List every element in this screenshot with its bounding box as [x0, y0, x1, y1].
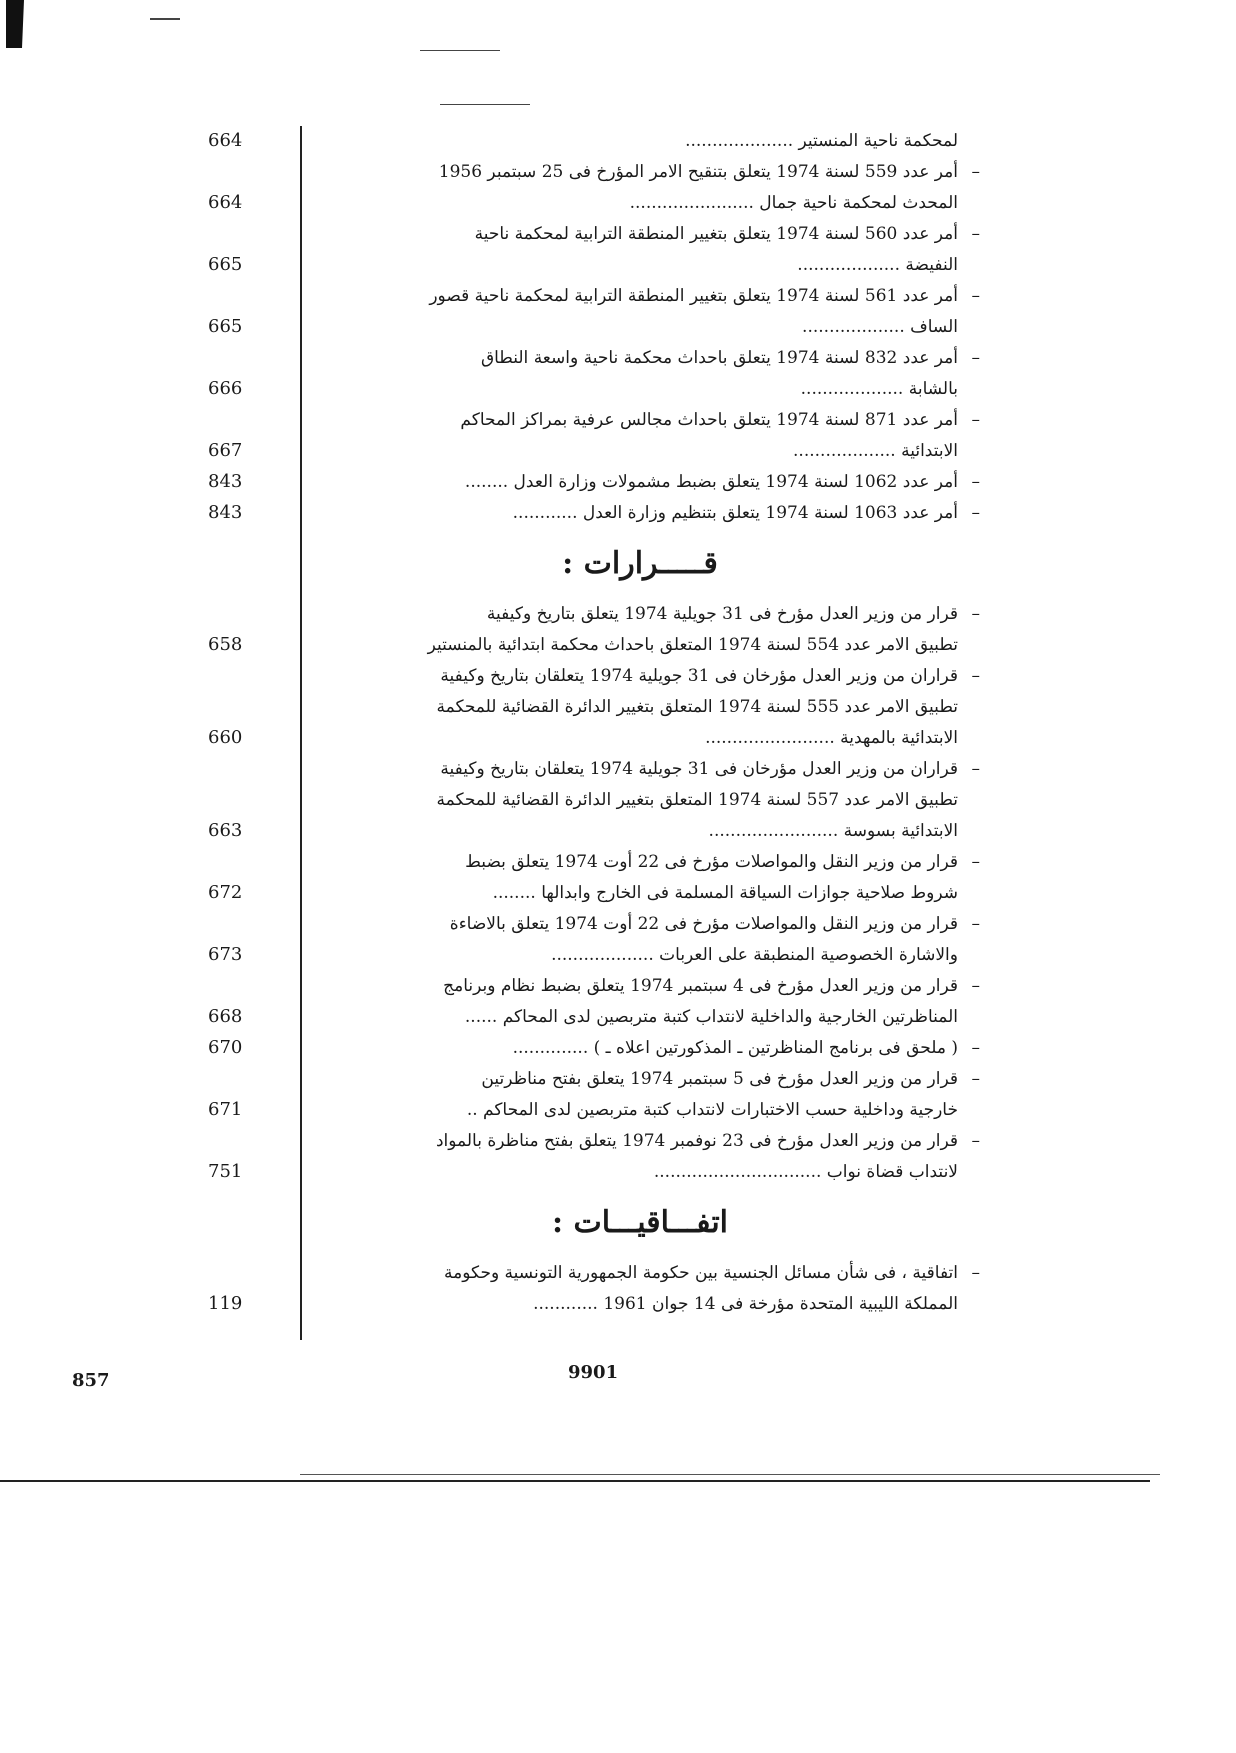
scan-speck — [440, 104, 530, 105]
bullet-dash: – — [971, 852, 980, 872]
bullet-dash: – — [971, 1263, 980, 1283]
bullet-dash: – — [971, 162, 980, 182]
toc-entry-line: أمر عدد 559 لسنة 1974 يتعلق بتنقيح الامر المؤرخ فى 25 سبتمبر 1956 – — [300, 157, 980, 188]
top-entries — [300, 126, 980, 529]
entry-page-number: 665 — [208, 254, 243, 275]
toc-entry-line: تطبيق الامر عدد 557 لسنة 1974 المتعلق بتغيير الدائرة القضائية للمحكمة — [436, 790, 958, 810]
entry-page-number: 664 — [208, 192, 243, 213]
entry-page-number: 663 — [208, 820, 243, 841]
toc-entry — [300, 467, 980, 498]
toc-entry — [300, 754, 980, 847]
toc-entry — [300, 661, 980, 754]
bullet-dash: – — [971, 1131, 980, 1151]
toc-entry-line: المناظرتين الخارجية والداخلية لانتداب كتبة متربصين لدى المحاكم ...... — [464, 1007, 958, 1027]
bullet-dash: – — [971, 472, 980, 492]
page-number: 857 — [72, 1370, 110, 1391]
toc-entry-line: قرار من وزير النقل والمواصلات مؤرخ فى 22 أوت 1974 يتعلق بالاضاءة – — [300, 909, 980, 940]
toc-entry-line: أمر عدد 1063 لسنة 1974 يتعلق بتنظيم وزارة العدل ............ – — [300, 498, 980, 529]
toc-entry-line: أمر عدد 871 لسنة 1974 يتعلق باحداث مجالس عرفية بمراكز المحاكم – — [300, 405, 980, 436]
toc-entry-line: قرار من وزير العدل مؤرخ فى 5 سبتمبر 1974 يتعلق بفتح مناظرتين – — [300, 1064, 980, 1095]
bullet-dash: – — [971, 666, 980, 686]
table-of-contents — [300, 126, 980, 1320]
entry-page-number: 751 — [208, 1161, 243, 1182]
scan-speck — [150, 18, 180, 20]
bullet-dash: – — [971, 604, 980, 624]
toc-entry-line: تطبيق الامر عدد 554 لسنة 1974 المتعلق باحداث محكمة ابتدائية بالمنستير — [427, 635, 958, 655]
entry-page-number: 664 — [208, 130, 243, 151]
toc-entry-line: المحدث لمحكمة ناحية جمال ....................... — [629, 193, 958, 213]
toc-entry-line: والاشارة الخصوصية المنطبقة على العربات ................... — [551, 945, 958, 965]
entry-page-number: 119 — [208, 1293, 243, 1314]
toc-entry — [300, 405, 980, 467]
toc-entry-line: الابتدائية ................... — [793, 441, 958, 461]
bullet-dash: – — [971, 1069, 980, 1089]
toc-entry-line: قرار من وزير النقل والمواصلات مؤرخ فى 22 أوت 1974 يتعلق بضبط – — [300, 847, 980, 878]
toc-entry-line: الابتدائية بالمهدية ........................ — [705, 728, 958, 748]
footer-rule — [0, 1480, 1150, 1482]
toc-entry-line: النفيضة ................... — [797, 255, 958, 275]
bullet-dash: – — [971, 503, 980, 523]
toc-entry — [300, 599, 980, 661]
toc-entry-line: لانتداب قضاة نواب ............................... — [653, 1162, 958, 1182]
entry-page-number: 673 — [208, 944, 243, 965]
bullet-dash: – — [971, 1038, 980, 1058]
toc-entry-line: قرار من وزير العدل مؤرخ فى 31 جويلية 1974 يتعلق بتاريخ وكيفية – — [300, 599, 980, 630]
toc-entry — [300, 343, 980, 405]
agreements-heading: اتفـــاقيـــات : — [551, 1205, 729, 1240]
scan-speck — [420, 50, 500, 51]
toc-entry-line: أمر عدد 561 لسنة 1974 يتعلق بتغيير المنطقة الترابية لمحكمة ناحية قصور – — [300, 281, 980, 312]
entry-page-number: 843 — [208, 471, 243, 492]
toc-entry — [300, 1064, 980, 1126]
entry-page-number: 670 — [208, 1037, 243, 1058]
entry-page-number: 660 — [208, 727, 243, 748]
toc-entry — [300, 219, 980, 281]
entry-page-number: 665 — [208, 316, 243, 337]
entry-page-number: 672 — [208, 882, 243, 903]
toc-entry-line: أمر عدد 832 لسنة 1974 يتعلق باحداث محكمة ناحية واسعة النطاق – — [300, 343, 980, 374]
toc-entry — [300, 1033, 980, 1064]
entry-page-number: 667 — [208, 440, 243, 461]
toc-entry-line: أمر عدد 560 لسنة 1974 يتعلق بتغيير المنطقة الترابية لمحكمة ناحية – — [300, 219, 980, 250]
toc-entry-line: لمحكمة ناحية المنستير .................... — [685, 131, 958, 151]
bullet-dash: – — [971, 286, 980, 306]
toc-entry-line: اتفاقية ، فى شأن مسائل الجنسية بين حكومة الجمهورية التونسية وحكومة – — [300, 1258, 980, 1289]
toc-entry — [300, 157, 980, 219]
toc-entry — [300, 847, 980, 909]
decisions-heading: قـــــرارات : — [562, 546, 718, 581]
decisions-list — [300, 599, 980, 1188]
toc-entry-line: الابتدائية بسوسة ........................ — [708, 821, 958, 841]
toc-entry — [300, 126, 980, 157]
toc-entry-line: قرار من وزير العدل مؤرخ فى 23 نوفمبر 1974 يتعلق بفتح مناظرة بالمواد – — [300, 1126, 980, 1157]
entry-page-number: 668 — [208, 1006, 243, 1027]
entry-page-number: 671 — [208, 1099, 243, 1120]
toc-entry-line: خارجية وداخلية حسب الاختبارات لانتداب كتبة متربصين لدى المحاكم .. — [466, 1100, 958, 1120]
entry-page-number: 843 — [208, 502, 243, 523]
toc-entry — [300, 971, 980, 1033]
toc-entry — [300, 498, 980, 529]
toc-entry-line: قرار من وزير العدل مؤرخ فى 4 سبتمبر 1974 يتعلق بضبط نظام وبرنامج – — [300, 971, 980, 1002]
toc-entry-line: أمر عدد 1062 لسنة 1974 يتعلق بضبط مشمولات وزارة العدل ........ – — [300, 467, 980, 498]
bullet-dash: – — [971, 759, 980, 779]
toc-entry-line: تطبيق الامر عدد 555 لسنة 1974 المتعلق بتغيير الدائرة القضائية للمحكمة — [436, 697, 958, 717]
bullet-dash: – — [971, 914, 980, 934]
bullet-dash: – — [971, 224, 980, 244]
page-stamp: 9901 — [568, 1362, 619, 1383]
toc-entry-line: بالشابة ................... — [800, 379, 958, 399]
agreements-list — [300, 1258, 980, 1320]
toc-entry-line: شروط صلاحية جوازات السياقة المسلمة فى الخارج وابدالها ........ — [492, 883, 958, 903]
toc-entry-line: قراران من وزير العدل مؤرخان فى 31 جويلية 1974 يتعلقان بتاريخ وكيفية – — [300, 754, 980, 785]
footer-rule-short — [300, 1474, 1160, 1475]
entry-page-number: 658 — [208, 634, 243, 655]
toc-entry — [300, 1126, 980, 1188]
toc-entry-line: المملكة الليبية المتحدة مؤرخة فى 14 جوان 1961 ............ — [533, 1294, 958, 1314]
bullet-dash: – — [971, 976, 980, 996]
bullet-dash: – — [971, 410, 980, 430]
entry-page-number: 666 — [208, 378, 243, 399]
toc-entry-line: قراران من وزير العدل مؤرخان فى 31 جويلية 1974 يتعلقان بتاريخ وكيفية – — [300, 661, 980, 692]
toc-entry — [300, 909, 980, 971]
corner-mark — [6, 0, 24, 48]
toc-entry — [300, 1258, 980, 1320]
toc-entry-line: الساف ................... — [802, 317, 958, 337]
toc-entry-line: ( ملحق فى برنامج المناظرتين ـ المذكورتين اعلاه ـ ) .............. – — [300, 1033, 980, 1064]
bullet-dash: – — [971, 348, 980, 368]
toc-entry — [300, 281, 980, 343]
